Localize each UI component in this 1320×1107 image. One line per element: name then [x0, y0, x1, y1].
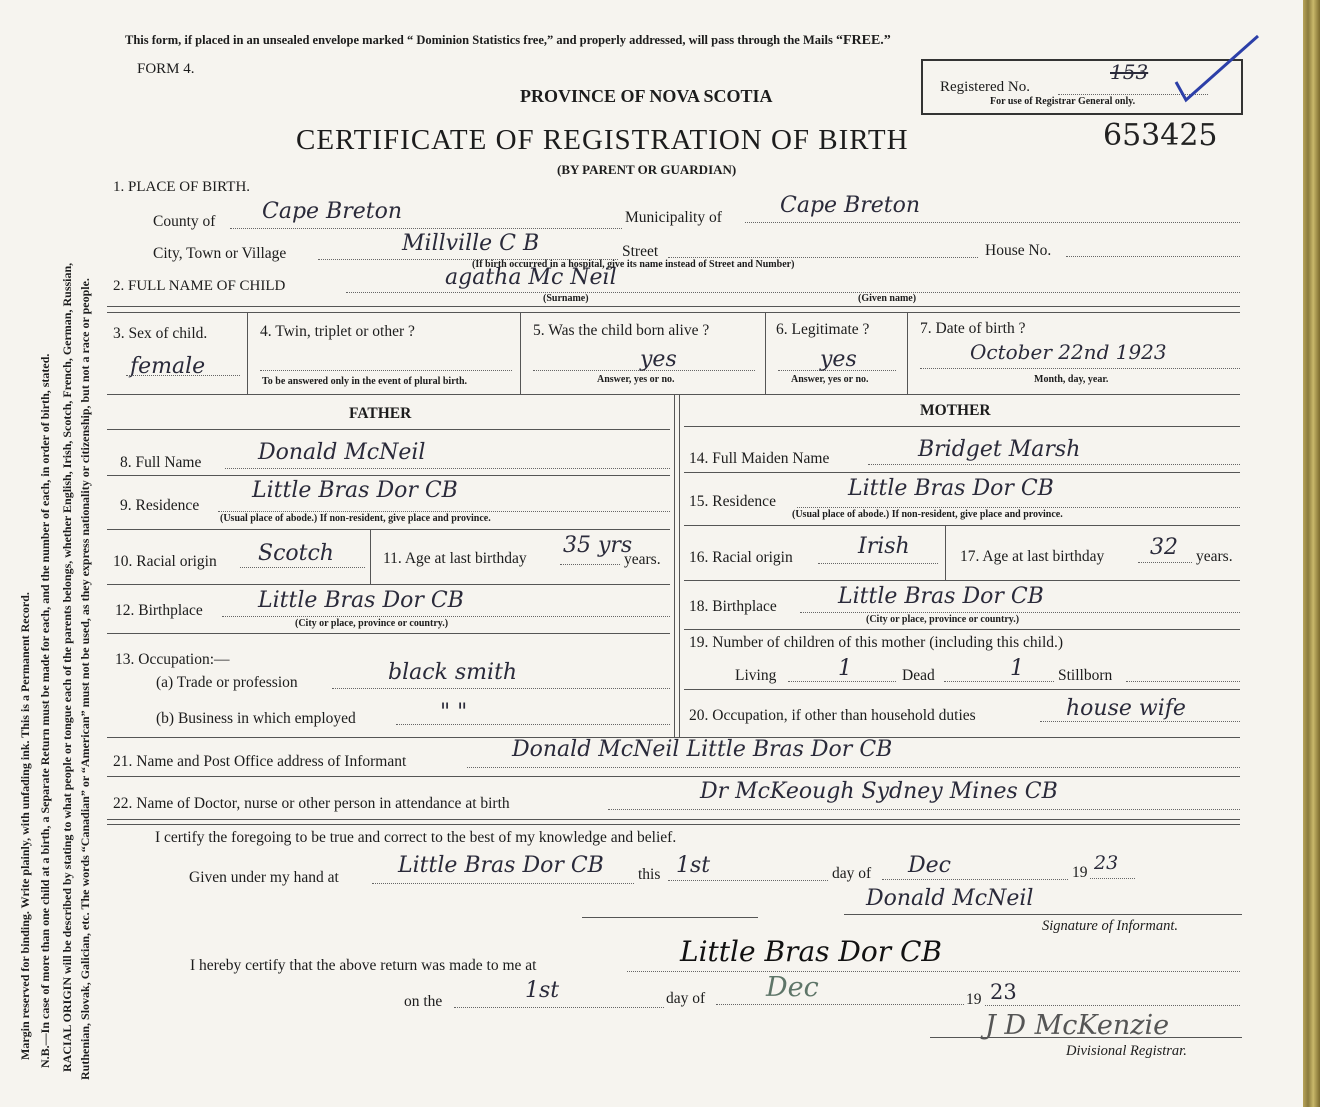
city-label: City, Town or Village	[153, 245, 287, 262]
mother-occupation-value: house wife	[1066, 696, 1186, 721]
mother-occupation-label: 20. Occupation, if other than household duties	[689, 707, 976, 724]
given-place: Little Bras Dor CB	[398, 853, 604, 878]
form-number: FORM 4.	[137, 61, 195, 77]
margin-note-4: Ruthenian, Slovak, Galician, etc. The words “Canadian” or “American” must not be used, as they express nationality or citizenship, but not a race or people.	[78, 278, 92, 1080]
informant-signature-label: Signature of Informant.	[1042, 918, 1179, 934]
dob-label: 7. Date of birth ?	[920, 320, 1026, 337]
city-value: Millville C B	[402, 231, 540, 256]
stillborn-label: Stillborn	[1058, 667, 1113, 684]
living-value: 1	[838, 656, 852, 681]
mother-birthplace-note: (City or place, province or country.)	[866, 614, 1020, 625]
this-label: this	[638, 866, 661, 883]
alive-label: 5. Was the child born alive ?	[533, 322, 710, 339]
house-label: House No.	[985, 242, 1052, 259]
given-label: Given under my hand at	[189, 869, 339, 886]
mother-race-value: Irish	[858, 534, 910, 559]
doctor-label: 22. Name of Doctor, nurse or other person in attendance at birth	[113, 795, 510, 812]
return-label: I hereby certify that the above return was made to me at	[190, 957, 537, 974]
twin-note: To be answered only in the event of plural birth.	[262, 376, 468, 387]
father-birthplace-value: Little Bras Dor CB	[258, 588, 464, 613]
father-residence-value: Little Bras Dor CB	[252, 478, 458, 503]
child-name-value: agatha Mc Neil	[445, 265, 617, 290]
mail-note-free: “FREE.”	[835, 33, 891, 48]
page-title: CERTIFICATE OF REGISTRATION OF BIRTH	[296, 124, 909, 156]
alive-note: Answer, yes or no.	[597, 374, 675, 385]
mother-birthplace-label: 18. Birthplace	[689, 598, 777, 615]
business-label: (b) Business in which employed	[156, 710, 356, 727]
legitimate-value: yes	[820, 347, 857, 372]
mother-age-unit: years.	[1196, 548, 1233, 565]
sex-label: 3. Sex of child.	[113, 325, 208, 342]
father-age-label: 11. Age at last birthday	[383, 550, 527, 567]
municipality-label: Municipality of	[625, 209, 722, 226]
mother-age-value: 32	[1150, 535, 1178, 560]
occupation-label: 13. Occupation:—	[115, 651, 230, 668]
given-name-note: (Given name)	[858, 293, 917, 304]
father-residence-label: 9. Residence	[120, 497, 200, 514]
father-name-label: 8. Full Name	[120, 454, 202, 471]
father-birthplace-label: 12. Birthplace	[115, 602, 203, 619]
twin-label: 4. Twin, triplet or other ?	[260, 323, 415, 340]
street-note: (If birth occurred in a hospital, give its name instead of Street and Number)	[472, 259, 795, 270]
trade-label: (a) Trade or profession	[156, 674, 298, 691]
surname-note: (Surname)	[543, 293, 589, 304]
mail-note-text: This form, if placed in an unsealed envelope marked “ Dominion Statistics free,” and properly addressed, will pass through the Mails	[125, 33, 833, 47]
registered-note: For use of Registrar General only.	[990, 96, 1136, 107]
mother-race-label: 16. Racial origin	[689, 549, 793, 566]
mail-note	[125, 33, 891, 49]
county-value: Cape Breton	[262, 199, 403, 224]
on-day-label: day of	[666, 990, 706, 1007]
given-year: 23	[1094, 852, 1119, 874]
page-edge	[1303, 0, 1320, 1107]
father-age-value: 35 yrs	[563, 533, 633, 558]
margin-note-3: RACIAL ORIGIN will be described by stating to what people or tongue each of the parents belongs, whether English, Irish, Scotch, French, German, Russian,	[60, 262, 74, 1072]
mother-residence-label: 15. Residence	[689, 493, 776, 510]
doctor-value: Dr McKeough Sydney Mines CB	[700, 779, 1058, 804]
mother-heading: MOTHER	[920, 402, 991, 419]
mother-birthplace-value: Little Bras Dor CB	[838, 584, 1044, 609]
certificate-number: 653425	[1103, 118, 1218, 153]
county-label: County of	[153, 213, 216, 230]
sex-value: female	[130, 354, 206, 379]
checkmark-icon	[1170, 32, 1262, 104]
margin-note-2: N.B.—In case of more than one child at a birth, a Separate Return must be made for each, and the number of each, in order of birth, stated.	[38, 353, 52, 1068]
return-place: Little Bras Dor CB	[680, 935, 942, 968]
trade-value: black smith	[388, 660, 518, 685]
mother-name-label: 14. Full Maiden Name	[689, 450, 830, 467]
father-race-label: 10. Racial origin	[113, 553, 217, 570]
place-of-birth-label: 1. PLACE OF BIRTH.	[113, 179, 251, 195]
father-residence-note: (Usual place of abode.) If non-resident, give place and province.	[220, 513, 491, 524]
father-race-value: Scotch	[258, 541, 334, 566]
registered-value: 153	[1110, 60, 1149, 84]
dob-note: Month, day, year.	[1034, 374, 1109, 385]
mother-name-value: Bridget Marsh	[918, 437, 1081, 462]
living-label: Living	[735, 667, 777, 684]
given-year-prefix: 19	[1072, 864, 1088, 881]
children-label: 19. Number of children of this mother (including this child.)	[689, 634, 1064, 651]
mother-residence-value: Little Bras Dor CB	[848, 476, 1054, 501]
given-month: Dec	[908, 853, 951, 878]
province-title: PROVINCE OF NOVA SCOTIA	[520, 86, 773, 106]
on-year: 23	[990, 980, 1017, 1004]
father-age-unit: years.	[624, 551, 661, 568]
informant-value: Donald McNeil Little Bras Dor CB	[512, 737, 893, 762]
on-label: on the	[404, 993, 443, 1010]
mother-residence-note: (Usual place of abode.) If non-resident, give place and province.	[792, 509, 1063, 520]
street-label: Street	[622, 243, 659, 260]
registrar-signature: J D McKenzie	[985, 1010, 1170, 1041]
on-day: 1st	[525, 978, 560, 1003]
father-birthplace-note: (City or place, province or country.)	[295, 618, 449, 629]
informant-label: 21. Name and Post Office address of Informant	[113, 753, 407, 770]
municipality-value: Cape Breton	[780, 193, 921, 218]
given-day: 1st	[676, 853, 711, 878]
on-year-prefix: 19	[966, 991, 982, 1008]
legitimate-label: 6. Legitimate ?	[776, 321, 870, 338]
business-value: " "	[440, 700, 468, 725]
father-name-value: Donald McNeil	[258, 440, 426, 465]
registrar-label: Divisional Registrar.	[1066, 1043, 1187, 1059]
father-heading: FATHER	[349, 405, 412, 422]
alive-value: yes	[640, 347, 677, 372]
margin-note-1: Margin reserved for binding. Write plainly, with unfading ink. This is a Permanent Record.	[18, 592, 32, 1060]
child-name-label: 2. FULL NAME OF CHILD	[113, 278, 286, 294]
registered-label: Registered No.	[940, 79, 1030, 95]
informant-signature: Donald McNeil	[866, 886, 1034, 911]
mother-age-label: 17. Age at last birthday	[960, 548, 1105, 565]
page-subtitle: (BY PARENT OR GUARDIAN)	[557, 162, 737, 177]
given-day-label: day of	[832, 865, 872, 882]
on-month: Dec	[766, 972, 819, 1003]
dead-value: 1	[1010, 656, 1024, 681]
dob-value: October 22nd 1923	[970, 340, 1167, 364]
legitimate-note: Answer, yes or no.	[791, 374, 869, 385]
certify-statement: I certify the foregoing to be true and correct to the best of my knowledge and belief.	[155, 829, 677, 846]
dead-label: Dead	[902, 667, 935, 684]
